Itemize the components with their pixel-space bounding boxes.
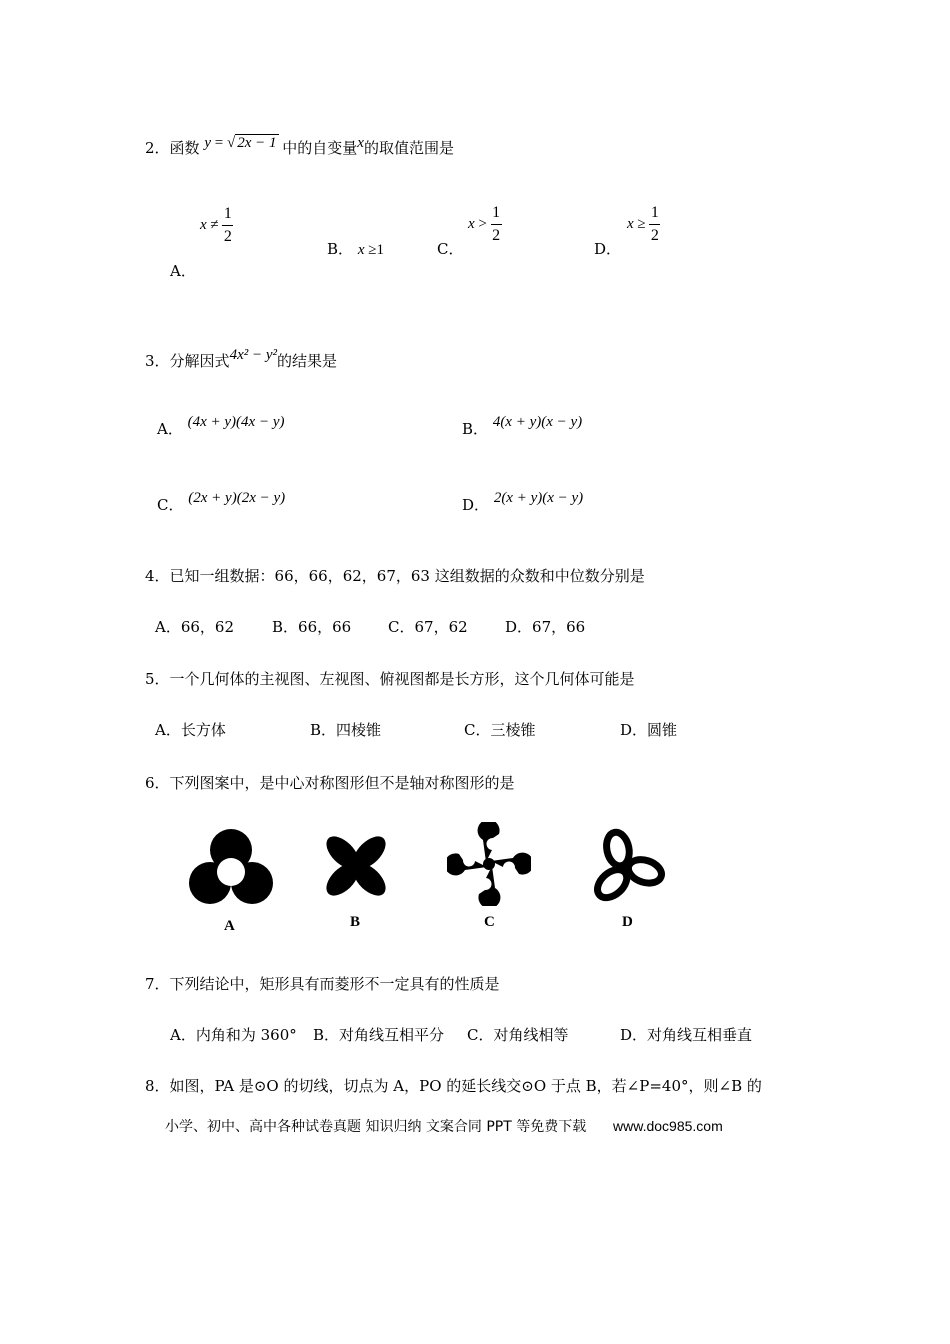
- q2-option-a-label: A．: [170, 262, 196, 280]
- q4-option-d: D．67，66: [505, 618, 586, 636]
- q4-option-b: B．66，66: [272, 618, 352, 636]
- q5-option-a: A．长方体: [155, 721, 226, 739]
- q3-number: 3．: [145, 352, 170, 370]
- q7-option-d: D．对角线互相垂直: [620, 1026, 753, 1044]
- q2-stem: [145, 137, 454, 158]
- q2-option-c-label: C．: [437, 240, 464, 258]
- q5-option-b: B．四棱锥: [310, 721, 382, 739]
- q5-stem: 5．一个几何体的主视图、左视图、俯视图都是长方形，这个几何体可能是: [145, 670, 635, 688]
- q6-figure-c: [447, 822, 531, 906]
- footer-url[interactable]: www.doc985.com: [613, 1118, 723, 1134]
- q2-option-a-expr: x ≠ $\frac{1}{2}$: [200, 205, 232, 245]
- q3-text-2: 的结果是: [277, 352, 338, 370]
- q2-variable: x: [357, 135, 364, 151]
- q6-figure-label-b: B: [350, 914, 361, 930]
- q3-option-c: C． (2x + y)(2x − y): [157, 490, 286, 514]
- q7-option-b: B．对角线互相平分: [313, 1026, 445, 1044]
- q2-function-expression: y = √ 2x − 1: [204, 135, 277, 151]
- q7-option-a: A．内角和为 360°: [170, 1026, 297, 1044]
- q2-text-3: 的取值范围是: [363, 139, 454, 157]
- q4-stem: 4．已知一组数据：66，66，62，67，63 这组数据的众数和中位数分别是: [145, 567, 645, 585]
- q6-figure-a: [188, 825, 274, 911]
- q3-stem: [145, 347, 338, 371]
- q8-stem: 8．如图，PA 是⊙O 的切线，切点为 A，PO 的延长线交⊙O 于点 B，若∠P=40°，则∠B 的: [145, 1077, 762, 1095]
- q2-option-c-expr: x > $\frac{1}{2}$: [468, 204, 501, 244]
- q6-figure-b: [318, 828, 394, 904]
- q3-option-b: B． 4(x + y)(x − y): [462, 414, 583, 438]
- q2-text-1: 函数: [169, 139, 200, 157]
- q6-figure-label-a: A: [224, 918, 235, 934]
- q2-number: 2．: [145, 139, 170, 157]
- q2-option-b: B． x ≥1: [327, 240, 384, 258]
- q7-option-c: C．对角线相等: [467, 1026, 569, 1044]
- q3-option-d: D． 2(x + y)(x − y): [462, 490, 584, 514]
- page-footer: [165, 1116, 723, 1136]
- q6-figure-d: [583, 824, 667, 904]
- q7-stem: 7．下列结论中，矩形具有而菱形不一定具有的性质是: [145, 975, 500, 993]
- q4-option-c: C．67，62: [388, 618, 468, 636]
- q5-option-d: D．圆锥: [620, 721, 678, 739]
- q6-figure-label-c: C: [484, 914, 495, 930]
- q2-text-2: 中的自变量: [282, 139, 358, 157]
- q2-option-d-expr: x ≥ $\frac{1}{2}$: [627, 204, 659, 244]
- q3-expression: 4x² − y²: [229, 347, 277, 363]
- q6-stem: 6．下列图案中，是中心对称图形但不是轴对称图形的是: [145, 774, 515, 792]
- q3-option-a: A． (4x + y)(4x − y): [157, 414, 285, 438]
- footer-text: 小学、初中、高中各种试卷真题 知识归纳 文案合同 PPT 等免费下载: [165, 1119, 587, 1135]
- q6-figure-label-d: D: [622, 914, 633, 930]
- q2-option-d-label: D．: [594, 240, 622, 258]
- q3-text-1: 分解因式: [169, 352, 230, 370]
- q5-option-c: C．三棱锥: [464, 721, 536, 739]
- q4-option-a: A．66，62: [155, 618, 235, 636]
